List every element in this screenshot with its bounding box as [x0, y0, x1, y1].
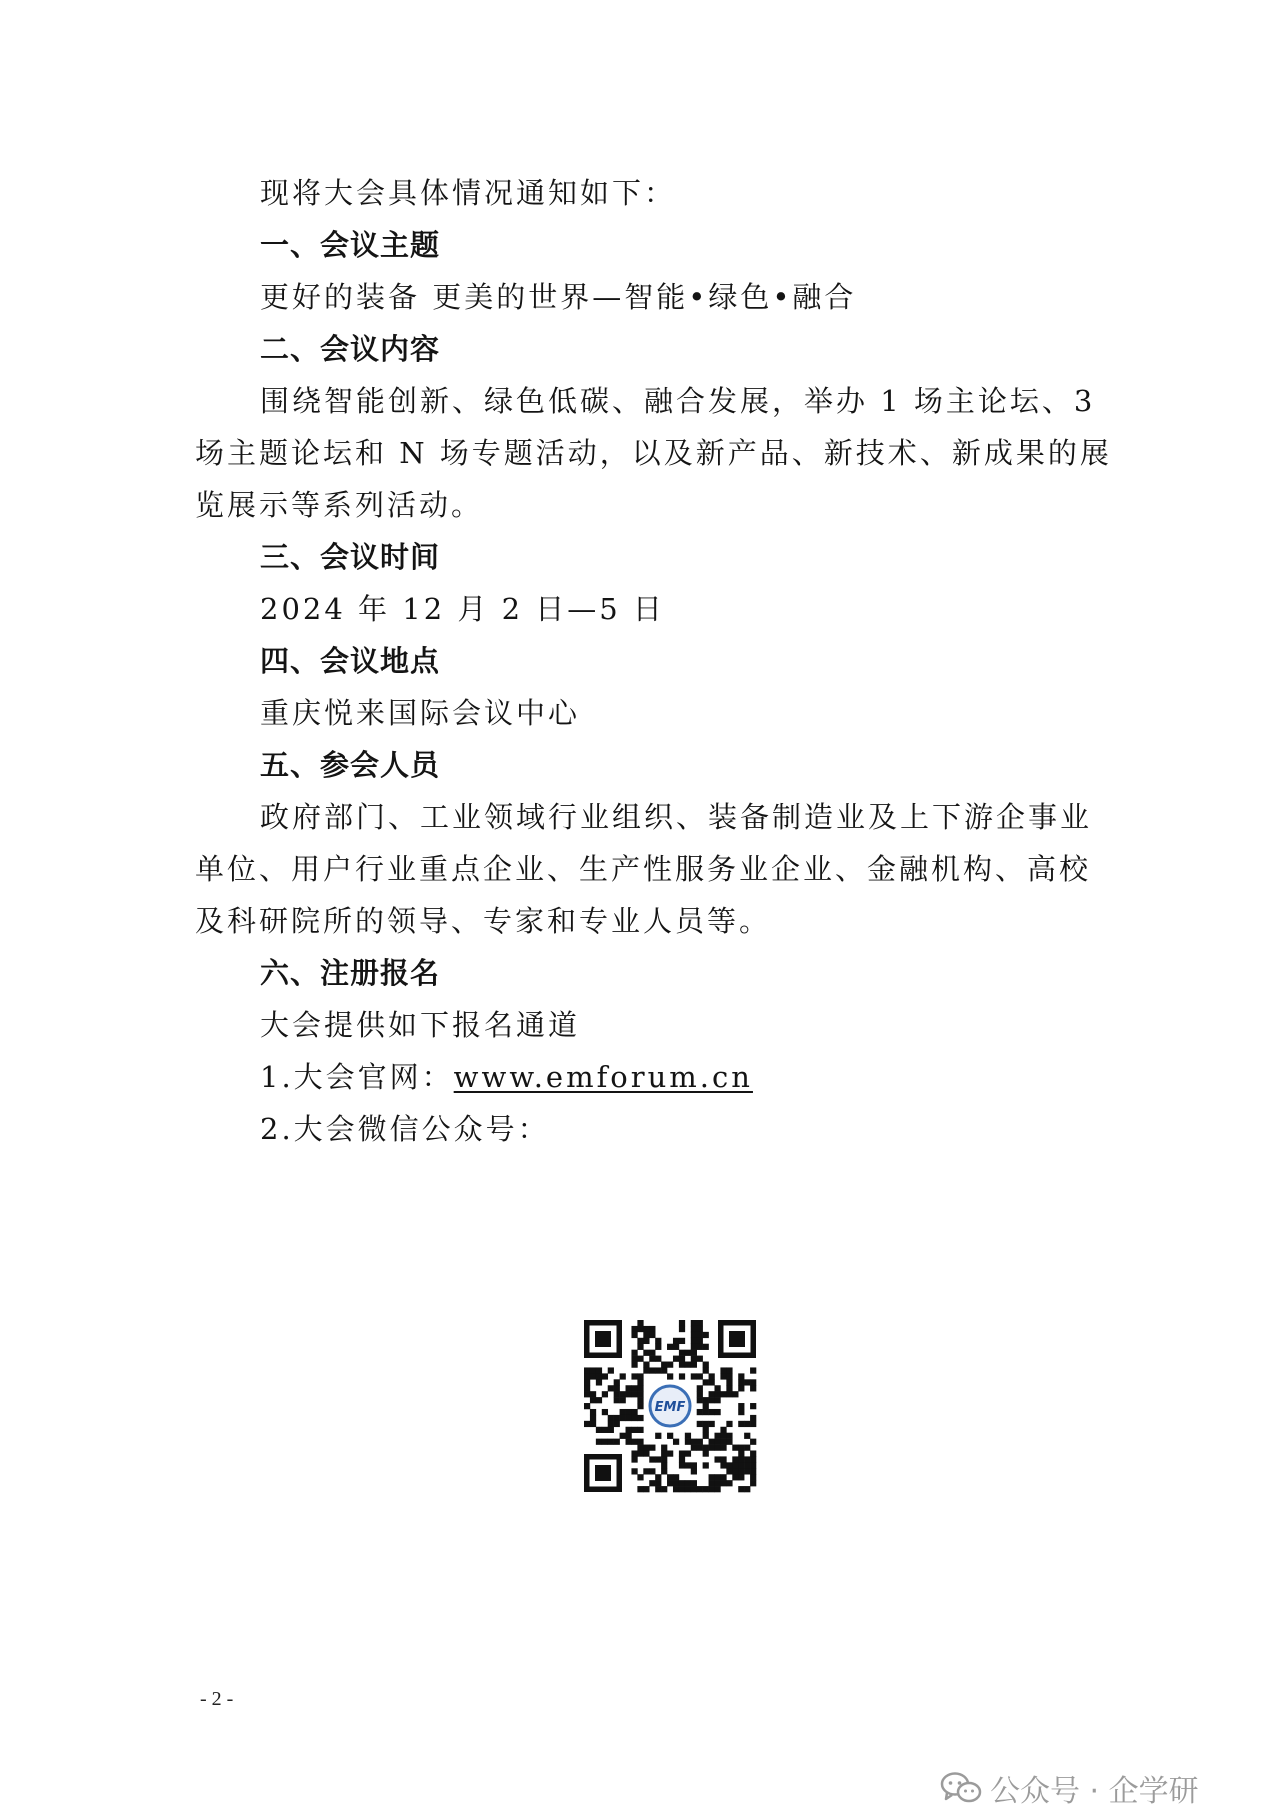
section-heading-venue: 四、会议地点 [260, 644, 441, 678]
intro-text: 现将大会具体情况通知如下： [260, 176, 677, 210]
content-text-line-2: 场主题论坛和 N 场专题活动，以及新产品、新技术、新成果的展 [195, 436, 1112, 470]
section-heading-time: 三、会议时间 [260, 540, 441, 574]
qr-finder-top-right [718, 1320, 756, 1358]
attendees-text-line-1: 政府部门、工业领域行业组织、装备制造业及上下游企事业 [260, 800, 1093, 834]
qr-finder-bottom-left [584, 1454, 622, 1492]
attendees-text-line-2: 单位、用户行业重点企业、生产性服务业企业、金融机构、高校 [195, 852, 1092, 886]
content-text-line-3: 览展示等系列活动。 [195, 488, 484, 522]
wechat-qr-code [582, 1318, 758, 1494]
content-text-line-1: 围绕智能创新、绿色低碳、融合发展，举办 1 场主论坛、3 [260, 384, 1096, 418]
watermark [940, 1770, 1199, 1809]
website-line [260, 1047, 1090, 1107]
wechat-label: 2.大会微信公众号： [260, 1112, 550, 1146]
qr-center-logo [646, 1382, 694, 1430]
section-heading-theme: 一、会议主题 [260, 228, 441, 262]
website-link[interactable]: www.emforum.cn [453, 1060, 753, 1094]
time-text: 2024 年 12 月 2 日—5 日 [260, 592, 665, 626]
watermark-text: 公众号 · 企学研 [990, 1774, 1199, 1809]
section-heading-attendees: 五、参会人员 [260, 748, 441, 782]
website-label: 1.大会官网： [260, 1060, 454, 1094]
qr-logo-text: EMF [654, 1400, 686, 1415]
attendees-text-line-3: 及科研院所的领导、专家和专业人员等。 [195, 904, 772, 938]
registration-intro-text: 大会提供如下报名通道 [260, 1008, 581, 1042]
page-number: - 2 - [200, 1688, 234, 1710]
wechat-icon [940, 1771, 982, 1805]
qr-finder-top-left [584, 1320, 622, 1358]
section-heading-registration: 六、注册报名 [260, 956, 441, 990]
venue-text: 重庆悦来国际会议中心 [260, 696, 581, 730]
theme-text: 更好的装备 更美的世界—智能•绿色•融合 [260, 280, 857, 314]
section-heading-content: 二、会议内容 [260, 332, 441, 366]
